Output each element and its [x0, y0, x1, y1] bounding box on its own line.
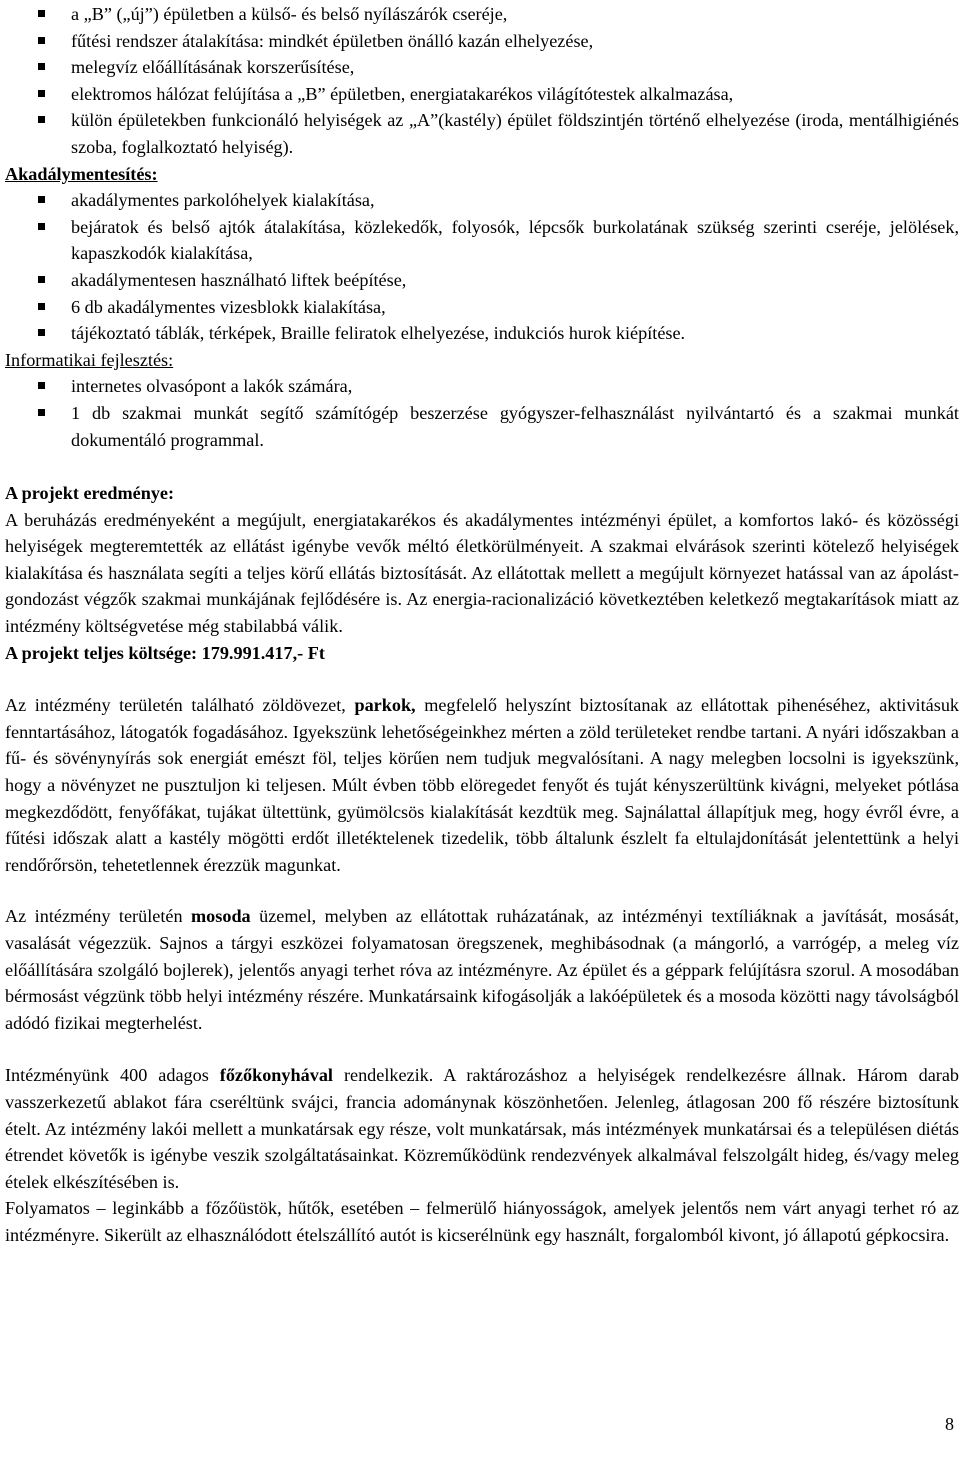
kitchen-paragraph: Intézményünk 400 adagos főzőkonyhával rendelkezik. A raktározáshoz a helyiségek rendelkezésre állnak. Három darab vasszerkezetű ablakot fára cseréltünk svájci, francia adománynak köszönhetően. Jelenleg, átlagosan 200 fő részére biztosítunk ételt. Az intézmény lakói mellett a munkatársak egy része, volt munkatársak, más intézmények munkatársai és a településen diétás étrendet követők is igénybe veszik szolgáltatásainkat. Közreműködünk rendezvények alkalmával felszolgált hideg, és/vagy meleg ételek elkészítésében is.	[5, 1065, 959, 1192]
list-item: a „B” („új”) épületben a külső- és belső nyílászárók cseréje,	[5, 1, 959, 28]
page-number: 8	[945, 1414, 954, 1434]
bullet-icon	[38, 90, 45, 97]
list-item: külön épületekben funkcionáló helyiségek az „A”(kastély) épület földszintjén történő elhelyezése (iroda, mentálhigiénés szoba, foglalkoztató helyiség).	[5, 107, 959, 160]
bullet-icon	[38, 10, 45, 17]
list-item: tájékoztató táblák, térképek, Braille feliratok elhelyezése, indukciós hurok kiépítése.	[5, 320, 959, 347]
list-item: internetes olvasópont a lakók számára,	[5, 373, 959, 400]
it-list	[5, 373, 959, 453]
bullet-icon	[38, 223, 45, 230]
list-item: akadálymentes parkolóhelyek kialakítása,	[5, 187, 959, 214]
list-item: akadálymentesen használható liftek beépítése,	[5, 267, 959, 294]
bullet-icon	[38, 63, 45, 70]
project-cost: A projekt teljes költsége: 179.991.417,- Ft	[5, 642, 325, 663]
list-item: elektromos hálózat felújítása a „B” épületben, energiatakarékos világítótestek alkalmazása,	[5, 81, 959, 108]
list-item: bejáratok és belső ajtók átalakítása, közlekedők, folyosók, lépcsők burkolatának szükség szerinti cseréje, jelölések, kapaszkodók kialakítása,	[5, 214, 959, 267]
laundry-paragraph: Az intézmény területén mosoda üzemel, melyben az ellátottak ruházatának, az intézményi textíliáknak a javítását, mosását, vasalását végezzük. Sajnos a tárgyi eszközei folyamatosan öregszenek, meghibásodnak (a mángorló, a varrógép, a meleg víz előállítására szolgáló bojlerek), jelentős anyagi terhet róva az intézményre. Az épület és a géppark felújításra szorul. A mosodában bérmosást végzünk több helyi intézmény részére. Munkatársaink kifogásolják a lakóépületek és a mosoda közötti nagy távolságból adódó fizikai megterhelést.	[5, 906, 959, 1033]
bullet-icon	[38, 329, 45, 336]
list-item: 6 db akadálymentes vizesblokk kialakítása,	[5, 294, 959, 321]
bullet-icon	[38, 276, 45, 283]
bullet-icon	[38, 37, 45, 44]
renovation-list	[5, 1, 959, 161]
section-heading-accessibility: Akadálymentesítés:	[5, 163, 158, 184]
bullet-icon	[38, 382, 45, 389]
list-item: 1 db szakmai munkát segítő számítógép beszerzése gyógyszer-felhasználást nyilvántartó és a szakmai munkát dokumentáló programmal.	[5, 400, 959, 453]
result-paragraph: A beruházás eredményeként a megújult, energiatakarékos és akadálymentes intézményi épület, a komfortos lakó- és közösségi helyiségek megteremtették az ellátást igénybe vevők méltó életkörülményeit. A szakmai elvárások szerinti kötelező helyiségek kialakítása és használata segíti a teljes körű ellátás biztosítását. Az ellátottak mellett a megújult környezet hatással van az ápolást-gondozást végzők szakmai munkájának fejlődésére is. Az energia-racionalizáció következtében keletkező megtakarítások miatt az intézmény költségvetése még stabilabbá válik.	[5, 509, 959, 637]
bullet-icon	[38, 196, 45, 203]
document-page	[5, 0, 959, 1249]
parks-paragraph: Az intézmény területén található zöldövezet, parkok, megfelelő helyszínt biztosítanak az ellátottak pihenéséhez, aktivitásuk fenntartásához, látogatók fogadásához. Igyekszünk lehetőségeinkhez mérten a zöld területeket rendbe tartani. A nyári időszakban a fű- és sövénynyírás sok energiát emészt föl, teljes körűen nem tudjuk megvalósítani. A nagy melegben locsolni is igyekszünk, hogy a növényzet ne pusztuljon ki teljesen. Múlt évben több elöregedet fenyőt és tuját kényszerültünk kivágni, melyeket pótlása megkezdődött, fenyőfákat, tujákat ültettünk, gyümölcsös kialakítását kezdtük meg. Sajnálattal állapítjuk meg, hogy évről évre, a fűtési időszak alatt a kastély mögötti erdőt illetéktelenek tizedelik, több általunk észlelt fa eltulajdonítását jelentettünk a helyi rendőrőrsön, tehetetlennek érezzük magunkat.	[5, 695, 960, 875]
section-heading-it: Informatikai fejlesztés:	[5, 349, 174, 370]
kitchen-paragraph-2: Folyamatos – leginkább a főzőüstök, hűtők, esetében – felmerülő hiányosságok, amelyek jelentős nem várt anyagi terhet ró az intézményre. Sikerült az elhasználódott ételszállító autót is kicserélnünk egy használt, forgalomból kivont, jó állapotú gépkocsira.	[5, 1198, 959, 1245]
bullet-icon	[38, 116, 45, 123]
bullet-icon	[38, 409, 45, 416]
list-item: melegvíz előállításának korszerűsítése,	[5, 54, 959, 81]
accessibility-list	[5, 187, 959, 347]
bullet-icon	[38, 303, 45, 310]
section-heading-result: A projekt eredménye:	[5, 483, 175, 504]
list-item: fűtési rendszer átalakítása: mindkét épületben önálló kazán elhelyezése,	[5, 28, 959, 55]
